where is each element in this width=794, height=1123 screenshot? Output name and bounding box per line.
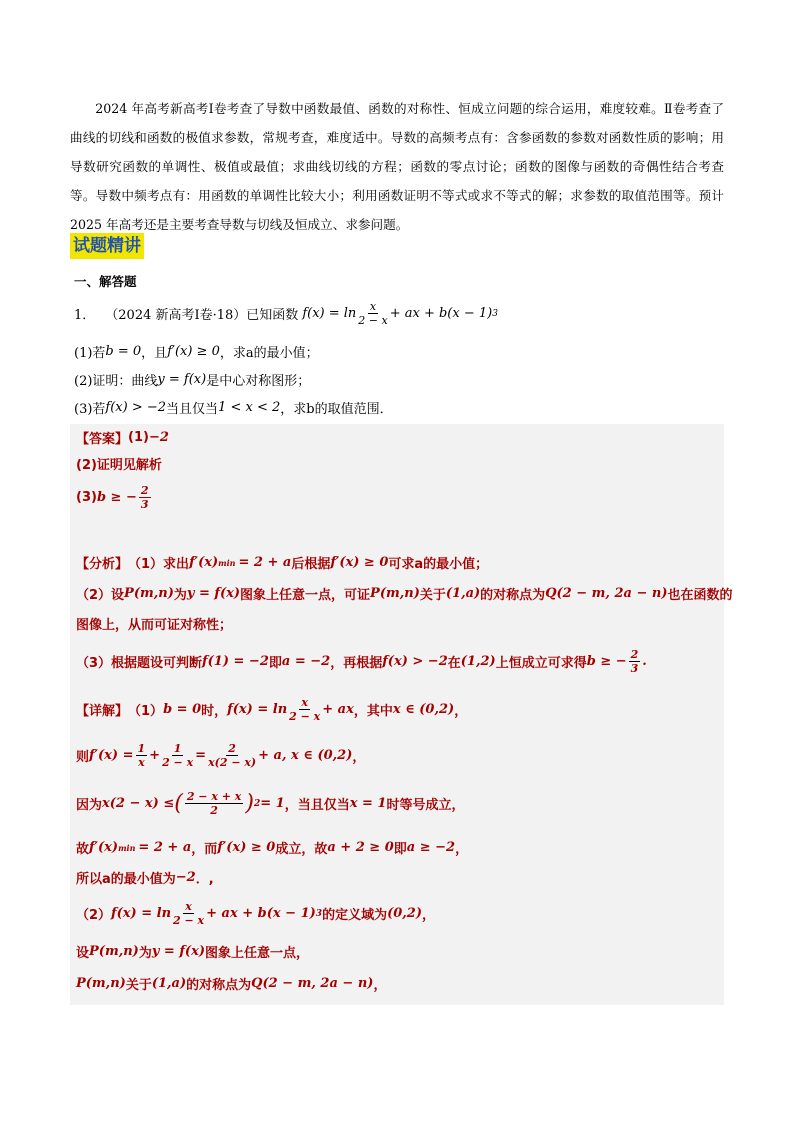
analysis-text: 在 [447,656,461,671]
analysis-text: 上恒成立可求得 [495,656,587,671]
detail-fraction [173,900,204,927]
analysis-math: P(m,n) [370,586,420,601]
question-2 [74,370,310,389]
q3-suffix: ，求b的取值范围． [280,402,393,417]
analysis-text: 也在函数的 [667,588,733,603]
answer-line-3 [76,484,153,511]
detail-text: 时等号成立， [386,798,465,813]
detail-text: 设 [76,946,90,961]
detail-math: + ax + b(x − 1) [206,906,316,921]
answer-label: 【答案】 [76,432,129,447]
fraction-numerator: 1 [173,742,182,755]
detail-line-1 [76,696,467,723]
detail-subscript: min [118,842,136,853]
detail-text: ， [352,750,366,765]
detail-math: x ∈ (0,2) [392,702,455,717]
detail-text: 所以a的最小值为 [76,872,176,887]
fraction-denominator: 2 [210,804,218,817]
detail-math: x = 1 [349,796,387,811]
fraction-numerator: x [369,300,377,313]
detail-text: 图象上任意一点， [205,946,310,961]
analysis-text: ，再根据 [330,656,383,671]
q3-range: 1 < x < 2 [218,400,281,415]
analysis-math: f(1) = −2 [202,654,269,669]
detail-fraction [289,696,320,723]
detail-label: 【详解】 [76,704,129,719]
analysis-math: = 2 + a [238,555,292,570]
answer-3-number: (3) [76,490,97,505]
question-3 [74,398,393,417]
detail-math: f′(x) = [89,748,134,763]
detail-text: 时， [201,704,228,719]
detail-math: + ax [322,702,354,717]
detail-text: 为 [138,946,152,961]
q1-condition: b = 0 [105,344,142,359]
function-rhs: + ax + b(x − 1) [389,306,493,321]
detail-math: P(m,n) [89,944,139,959]
problem-number: 1． [74,308,96,323]
fraction-denominator: x(2 − x) [208,756,257,769]
detail-text: ， [454,704,468,719]
fraction-numerator: 2 [228,742,236,755]
fraction-numerator: 1 [137,742,146,755]
fraction-numerator: x [185,900,192,913]
analysis-line-4 [76,648,647,675]
detail-text: 成立，故 [275,842,328,857]
answer-1-number: (1) [128,430,149,445]
analysis-line-2 [76,584,733,603]
detail-text: ．, [195,872,214,887]
analysis-text: . [642,654,647,669]
detail-math: f(x) = ln [111,906,172,921]
function-fraction [358,300,387,327]
analysis-text: 后根据 [291,557,331,572]
detail-line-5 [76,868,214,887]
detail-fraction [136,742,148,769]
left-paren-icon: ( [174,790,183,816]
detail-fraction [162,742,193,769]
problem-stem [74,300,498,327]
question-1 [74,342,319,361]
detail-math: = [195,748,207,763]
analysis-text: 即 [268,656,282,671]
answer-3-fraction [139,484,151,511]
analysis-text: （2）设 [76,588,125,603]
detail-line-6 [76,900,435,927]
detail-math: (1,a) [151,976,187,991]
analysis-text: 图像上，从而可证对称性； [76,618,233,633]
detail-text: 的定义域为 [322,908,388,923]
detail-math: x(2 − x) ≤ [102,796,175,811]
intro-paragraph: 2024 年高考新高考Ⅰ卷考查了导数中函数最值、函数的对称性、恒成立问题的综合运用，难度较难。Ⅱ卷考查了曲线的切线和函数的极值求参数，常规考查，难度适中。导数的高频考点有：含参函数的参数对函数性质的影响；用导数研究函数的单调性、极值或最值；求曲线切线的方程；函数的零点讨论；函数的图像与函数的奇偶性结合考查等。导数中频考点有：用函数的单调性比较大小；利用函数证明不等式或求不等式的解；求参数的取值范围等。预计 2025 年高考还是主要考查导数与切线及恒成立、求参问题。 [70,101,724,232]
q2-curve: y = f(x) [157,372,207,387]
fraction-denominator: 2 − x [358,314,388,327]
detail-text: ，当且仅当 [284,798,350,813]
detail-text: 故 [76,842,90,857]
analysis-label: 【分析】 [76,557,129,572]
detail-math: f′(x) ≥ 0 [217,840,276,855]
fraction-denominator: 2 − x [289,710,321,723]
detail-math: P(m,n) [76,976,126,991]
detail-math: f′(x) [89,840,119,855]
q3-mid: 当且仅当 [166,402,219,417]
detail-exponent: 3 [315,908,323,919]
analysis-math: b ≥ − [586,654,627,669]
detail-line-3 [76,790,464,817]
detail-line-8 [76,974,386,993]
analysis-line-1 [76,553,488,572]
detail-math: a ≥ −2 [406,840,456,855]
detail-fraction [208,742,256,769]
fraction-numerator: 2 − x + x [186,790,242,803]
analysis-math: (1,2) [460,654,496,669]
answer-line-2 [76,454,162,473]
right-paren-icon: ) [245,790,254,816]
function-exponent: 3 [492,308,498,319]
analysis-math: (1,a) [445,586,481,601]
answer-1-value: −2 [148,430,169,445]
analysis-math: f′(x) [189,555,219,570]
detail-text: （1） [128,704,164,719]
q1-suffix: ，求a的最小值； [219,346,319,361]
fraction-numerator: 2 [140,484,149,497]
detail-math: −2 [175,870,196,885]
detail-line-4 [76,838,468,857]
fraction-denominator: 3 [140,498,149,511]
analysis-text: 关于 [419,588,446,603]
detail-math: b = 0 [163,702,202,717]
q1-inequality: f′(x) ≥ 0 [167,344,220,359]
analysis-text: 图象上任意一点，可证 [240,588,371,603]
answer-line-1 [76,428,169,447]
fraction-denominator: 3 [630,662,639,675]
analysis-math: a = −2 [281,654,331,669]
section-title: 试题精讲 [70,233,144,259]
fraction-numerator: 2 [630,648,639,661]
analysis-text: （3）根据题设可判断 [76,656,203,671]
q1-prefix: (1)若 [74,346,106,361]
analysis-math: f′(x) ≥ 0 [330,555,389,570]
detail-fraction [185,790,244,817]
detail-math: = 2 + a [138,840,192,855]
q2-prefix: (2)证明：曲线 [74,374,158,389]
detail-text: 即 [393,842,407,857]
detail-math: (0,2) [387,906,422,921]
detail-text: 关于 [125,978,152,993]
q2-suffix: 是中心对称图形； [206,374,311,389]
fraction-denominator: x [138,756,145,769]
detail-text: ， [455,842,469,857]
fraction-denominator: 2 − x [173,914,205,927]
detail-text: 因为 [76,798,103,813]
detail-math: + a, x ∈ (0,2) [258,748,353,763]
q3-prefix: (3)若 [74,402,106,417]
analysis-math: f(x) > −2 [382,654,448,669]
analysis-fraction [629,648,641,675]
problem-source: （2024 新高考Ⅰ卷·18）已知函数 [105,308,299,323]
detail-text: ， [373,978,387,993]
function-lhs: f(x) = ln [302,306,357,321]
q3-condition: f(x) > −2 [105,400,167,415]
detail-line-2 [76,742,365,769]
detail-text: ， [422,908,436,923]
detail-math: a + 2 ≥ 0 [327,840,394,855]
analysis-text: 的对称点为 [480,588,546,603]
detail-math: = 1 [260,796,285,811]
detail-text: 则 [76,750,90,765]
detail-text: 的对称点为 [186,978,252,993]
analysis-subscript: min [218,557,236,568]
detail-math: + [149,748,161,763]
detail-text: ，其中 [353,704,393,719]
q1-mid: ，且 [141,346,168,361]
analysis-math: Q(2 − m, 2a − n) [545,586,668,601]
detail-math: y = f(x) [151,944,205,959]
answer-3-lhs: b ≥ − [96,490,137,505]
detail-line-7 [76,942,309,961]
analysis-line-3 [76,614,232,633]
fraction-denominator: 2 − x [162,756,194,769]
sub-title: 一、解答题 [74,274,137,289]
detail-text: （2） [76,908,112,923]
detail-text: ，而 [191,842,218,857]
answer-2: (2)证明见解析 [76,458,162,473]
detail-math: f(x) = ln [227,702,288,717]
analysis-text: 可求a的最小值； [388,557,489,572]
analysis-math: P(m,n) [124,586,174,601]
detail-exponent: 2 [253,798,261,809]
analysis-text: （1）求出 [128,557,190,572]
analysis-text: 为 [173,588,187,603]
analysis-math: y = f(x) [186,586,241,601]
fraction-numerator: x [301,696,308,709]
detail-math: Q(2 − m, 2a − n) [251,976,374,991]
